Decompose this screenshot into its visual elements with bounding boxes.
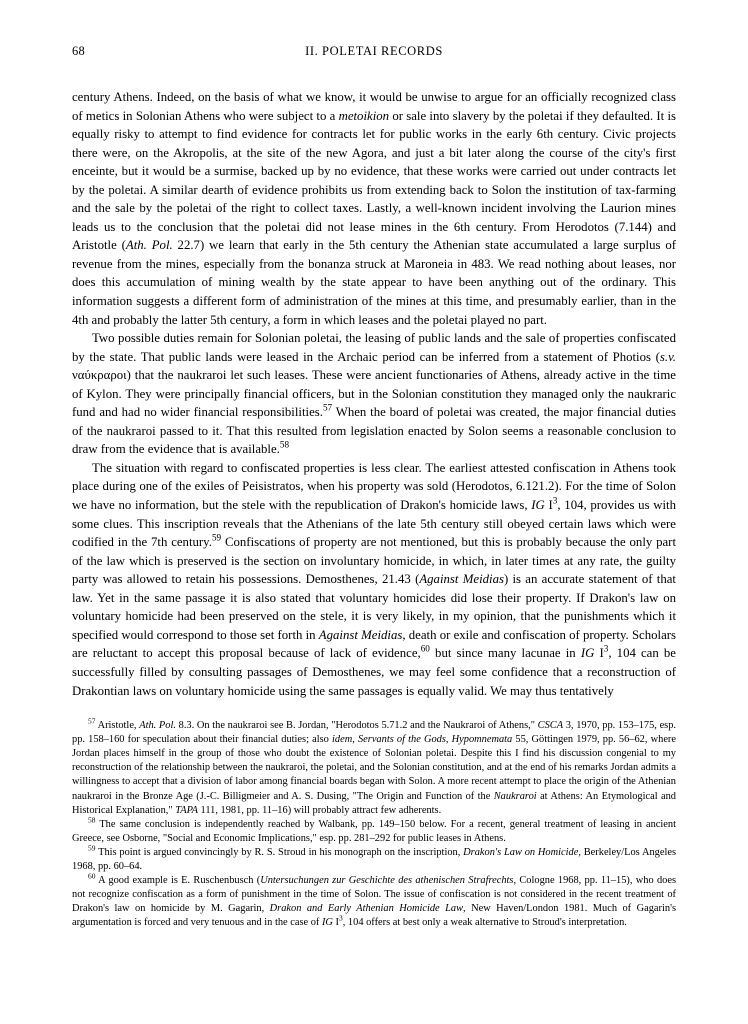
paragraph: Two possible duties remain for Solonian poletai, the leasing of public lands and the sale of properties confiscated by the state. That public lands were leased in the Archaic period can be inferred from a statement of Photios (s.v. ναύκραροι) that the naukraroi let such leases. These were ancient functionaries of Athens, already active in the time of Kylon. They were principally financial officers, but in the Solonian constitution they managed only the naukraric fund and had no wider financial responsibilities.$^{57}$ When the board of poletai was created, the major financial duties of the naukraroi passed to it. That this resulted from legislation enacted by Solon seems a reasonable conclusion to draw from the evidence that is available.$^{58}$ <box>72 331 676 457</box>
paragraph: The situation with regard to confiscated properties is less clear. The earliest attested confiscation in Athens took place during one of the exiles of Peisistratos, when his property was sold (Herodotos, 6.121.2). For the time of Solon we have no information, but the stele with the republication of Drakon's homicide laws, IG $I^3$, 104, provides us with some clues. This inscription reveals that the Athenians of the late 5th century still obeyed certain laws which were codified in the 7th century.$^{59}$ Confiscations of property are not mentioned, but this is probably because the only part of the law which is preserved is the section on involuntary homicide, in which, in later times at any rate, the guilty party was allowed to retain his possessions. Demosthenes, 21.43 (Against Meidias) is an accurate statement of that law. Yet in the same passage it is also stated that voluntary homicides did lose their property. If Drakon's law on voluntary homicide had been preserved on the stele, it is very likely, in my opinion, that the punishments which it specified would correspond to those set forth in Against Meidias, death or exile and confiscation of property. Scholars are reluctant to accept this proposal because of lack of evidence,$^{60}$ but since many lacunae in IG $I^3$, 104 can be successfully filled by consulting passages of Demosthenes, we may feel some confidence that a reconstruction of Drakontian laws on voluntary homicide using the same passages is equally valid. We may thus tentatively <box>72 460 677 698</box>
running-head: II. POLETAI RECORDS <box>305 44 443 58</box>
footnote: $^{57}$ Aristotle, Ath. Pol. 8.3. On the naukraroi see B. Jordan, "Herodotos 5.71.2 and the Naukraroi of Athens," CSCA 3, 1970, pp. 153–175, esp. pp. 158–160 for speculation about their financial duties; also idem, Servants of the Gods, Hypomnemata 55, Göttingen 1979, pp. 56–62, where Jordan places himself in the group of those who doubt the existence of Solonian poletai. Despite this I find his discussion congenial to my reconstruction of the relationship between the naukraroi, the poletai, and the Solonian constitution, and at the end of his remarks Jordan admits a willingness to accept that a division of labor among financial boards began with Solon. A more recent attempt to place the origin of the Athenian naukraroi in the Bronze Age (J.-C. Billigmeier and A. S. Dusing, "The Origin and Function of the Naukraroi at Athens: An Etymological and Historical Explanation," TAPA 111, 1981, pp. 11–16) will probably attract few adherents. <box>72 716 677 816</box>
footnotes-section <box>72 716 677 930</box>
page-header <box>72 44 676 66</box>
footnote: $^{60}$ A good example is E. Ruschenbusch (Untersuchungen zur Geschichte des athenischen Strafrechts, Cologne 1968, pp. 11–15), who does not recognize confiscation as a form of punishment in the time of Solon. The issue of confiscation is not considered in the recent treatment of Drakon's law on homicide by M. Gagarin, Drakon and Early Athenian Homicide Law, New Haven/London 1981. Much of Gagarin's argumentation is forced and very tenuous and in the case of IG $I^3$, 104 offers at best only a weak alternative to Stroud's interpretation. <box>72 871 676 929</box>
footnote: $^{58}$ The same conclusion is independently reached by Walbank, pp. 149–150 below. For a recent, general treatment of leasing in ancient Greece, see Osborne, "Social and Economic Implications," esp. pp. 281–292 for public leases in Athens. <box>72 815 676 844</box>
page-number: 68 <box>72 44 85 58</box>
footnote: $^{59}$ This point is argued convincingly by R. S. Stroud in his monograph on the inscription, Drakon's Law on Homicide, Berkeley/Los Angeles 1968, pp. 60–64. <box>72 843 677 872</box>
body-text <box>72 88 676 700</box>
paragraph: century Athens. Indeed, on the basis of what we know, it would be unwise to argue for an officially recognized class of metics in Solonian Athens who were subject to a metoikion or sale into slavery by the poletai if they defaulted. It is equally risky to attempt to find evidence for contracts let for public works in the early 6th century. Civic projects there were, on the Akropolis, at the site of the new Agora, and just a bit later along the course of the city's first enceinte, but it would be a surmise, backed up by no evidence, that these works were carried out under contracts let by the poletai. A similar dearth of evidence prohibits us from extending back to Solon the institution of tax-farming and the sale by the poletai of the right to collect taxes. Lastly, a well-known incident involving the Laurion mines leads us to the conclusion that the poletai did not lease mines in the 6th century. From Herodotos (7.144) and Aristotle (Ath. Pol. 22.7) we learn that early in the 5th century the Athenian state accumulated a large surplus of revenue from the mines, especially from the bonanza struck at Maroneia in 483. We read nothing about leases, nor does this accumulation of mining wealth by the state appear to have been anything out of the ordinary. This information suggests a different form of administration of the mines at this time, and presumably earlier, than in the 4th and probably the latter 5th century, a form in which leases and the poletai played no part. <box>72 90 677 327</box>
